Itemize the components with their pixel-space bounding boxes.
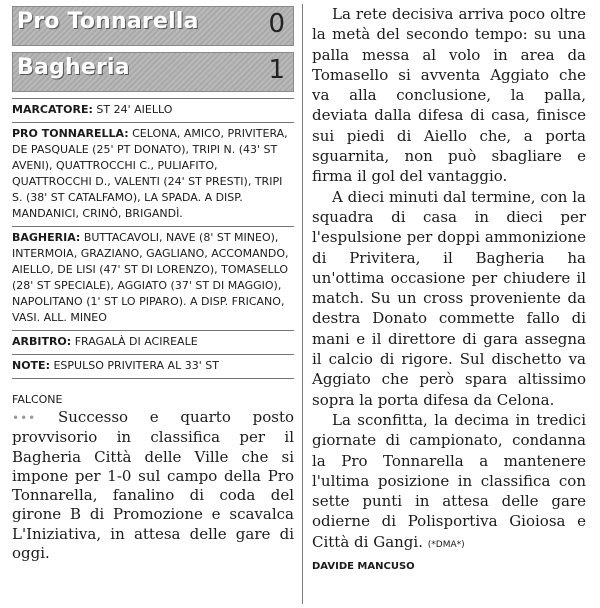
- article-paragraph-3: [312, 410, 586, 555]
- article-lead: [12, 408, 294, 563]
- referee-text: FRAGALÀ DI ACIREALE: [74, 335, 198, 348]
- article-note: (*DMA*): [427, 539, 465, 550]
- right-column: [312, 4, 586, 577]
- column-divider: [302, 4, 303, 604]
- notes-text: ESPULSO PRIVITERA AL 33' ST: [53, 359, 219, 372]
- away-team-name: Bagheria: [17, 55, 130, 80]
- notes-block: [12, 355, 294, 379]
- match-sheet: [12, 98, 294, 379]
- article-paragraph-2: A dieci minuti dal termine, con la squadra di casa in dieci per l'espulsione per doppi ammonizione di Privitera, il Bagheria ha un'ottima occasione per chiudere il match. Su un cross proveniente da destra Donato commette fallo di mani e il direttore di gara assegna il calcio di rigore. Sul dischetto va Aggiato che però spara altissimo sopra la porta difesa da Celona.: [312, 187, 586, 409]
- dateline-place: FALCONE: [12, 393, 63, 406]
- away-score-bar: [12, 52, 294, 92]
- left-column: [12, 6, 294, 563]
- away-team-score: 1: [268, 55, 285, 85]
- away-lineup-block: [12, 227, 294, 331]
- home-team-name: Pro Tonnarella: [17, 9, 199, 34]
- home-score-bar: [12, 6, 294, 46]
- home-lineup-block: [12, 123, 294, 227]
- article-paragraph-3-text: La sconfitta, la decima in tredici giornate di campionato, condanna la Pro Tonnarella a mantenere l'ultima posizione in classifica con sette punti in attesa delle gare odierne di Polisportiva Gioiosa e Città di Gangi.: [312, 410, 586, 551]
- notes-label: NOTE:: [12, 359, 50, 372]
- away-lineup-text: BUTTACAVOLI, NAVE (8' ST MINEO), INTERMOIA, GRAZIANO, GAGLIANO, ACCOMANDO, AIELLO, DE LISI (47' ST DI LORENZO), TOMASELLO (28' ST SPECIALE), AGGIATO (37' ST DI MAGGIO), NAPOLITANO (1' ST LO PIPARO). A DISP. FRICANO, VASI. ALL. MINEO: [12, 231, 289, 324]
- scorer-text: ST 24' AIELLO: [96, 103, 173, 116]
- away-lineup-label: BAGHERIA:: [12, 231, 81, 244]
- referee-label: ARBITRO:: [12, 335, 72, 348]
- scorer-label: MARCATORE:: [12, 103, 93, 116]
- home-lineup-text: CELONA, AMICO, PRIVITERA, DE PASQUALE (25' PT DONATO), TRIPI N. (43' ST AVENI), QUATTROCCHI C., PULIAFITO, QUATTROCCHI D., VALENTI (24' ST PRESTI), TRIPI S. (38' ST CATALFAMO), LA SPADA. A DISP. MANDANICI, CRINÒ, BRIGANDÌ.: [12, 127, 288, 220]
- referee-block: [12, 331, 294, 355]
- home-lineup-label: PRO TONNARELLA:: [12, 127, 129, 140]
- bullet-marks: •••: [12, 411, 37, 425]
- article-author: DAVIDE MANCUSO: [312, 561, 415, 573]
- home-team-score: 0: [268, 9, 285, 39]
- article-lead-text: Successo e quarto posto provvisorio in classifica per il Bagheria Città delle Ville che si impone per 1-0 sul campo della Pro Tonnarella, fanalino di coda del girone B di Promozione e scavalca L'Iniziativa, in attesa delle gare di oggi.: [12, 408, 294, 563]
- scorer-block: [12, 98, 294, 123]
- article-paragraph-1: La rete decisiva arriva poco oltre la metà del secondo tempo: su una palla messa al volo in area da Tomasello si avventa Aggiato che va alla conclusione, la palla, deviata dalla difesa di casa, finisce sui piedi di Aiello che, a porta sguarnita, non può sbagliare e firma il gol del vantaggio.: [312, 5, 586, 186]
